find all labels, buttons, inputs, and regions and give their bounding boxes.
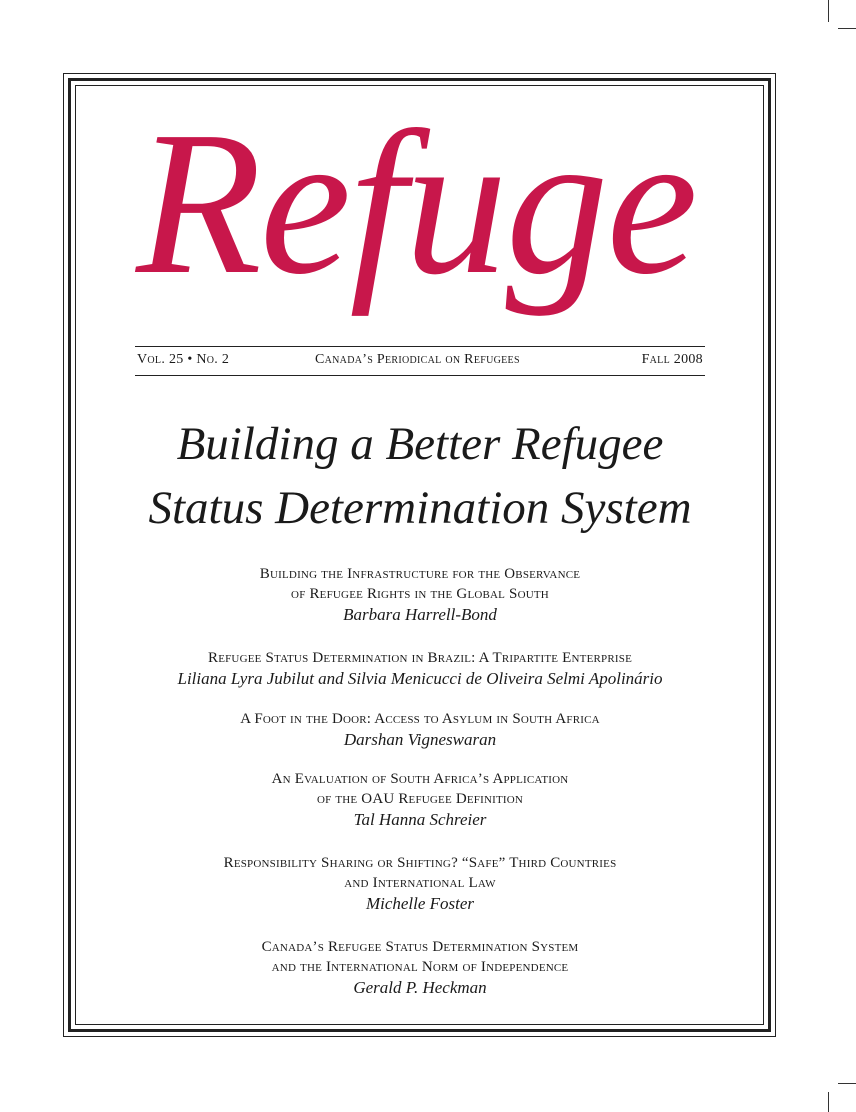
issue-volume: Vol. 25 • No. 2 — [137, 352, 230, 367]
article-title: An Evaluation of South Africa’s Application — [271, 771, 569, 787]
article-author: Tal Hanna Schreier — [353, 810, 487, 829]
article-author: Liliana Lyra Jubilut and Silvia Menicucci de Oliveira Selmi Apolinário — [177, 669, 663, 688]
article-title: of Refugee Rights in the Global South — [291, 586, 549, 602]
article-author: Michelle Foster — [365, 894, 475, 913]
article-entry — [70, 564, 770, 626]
article-entry — [70, 853, 770, 915]
article-title: Responsibility Sharing or Shifting? “Safe” Third Countries — [223, 855, 617, 871]
article-author: Gerald P. Heckman — [353, 978, 487, 997]
article-author: Barbara Harrell-Bond — [343, 605, 497, 624]
feature-title — [70, 412, 770, 540]
article-author: Darshan Vigneswaran — [343, 730, 497, 749]
article-entry — [70, 648, 770, 690]
article-title: A Foot in the Door: Access to Asylum in South Africa — [240, 711, 600, 727]
crop-mark-top — [828, 0, 829, 22]
article-title: of the OAU Refugee Definition — [316, 791, 524, 807]
periodical-tagline: Canada’s Periodical on Refugees — [315, 352, 520, 367]
feature-title-line-1: Building a Better Refugee — [176, 418, 664, 470]
masthead-logo — [0, 88, 856, 318]
article-title: Refugee Status Determination in Brazil: A Tripartite Enterprise — [207, 650, 633, 666]
feature-title-line-2: Status Determination System — [148, 482, 692, 534]
crop-mark-bottom-right — [838, 1083, 856, 1084]
article-title: and the International Norm of Independence — [271, 959, 569, 975]
article-entry — [70, 937, 770, 999]
article-title: Canada’s Refugee Status Determination System — [261, 939, 579, 955]
issue-date: Fall 2008 — [641, 352, 703, 367]
article-title: and International Law — [344, 875, 496, 891]
crop-mark-bottom — [828, 1092, 829, 1112]
crop-mark-top-right — [838, 28, 856, 29]
article-entry — [70, 769, 770, 831]
article-title: Building the Infrastructure for the Observance — [259, 566, 581, 582]
article-entry — [70, 709, 770, 751]
issue-info-bar — [135, 346, 705, 376]
masthead-title: Refuge — [136, 88, 696, 317]
